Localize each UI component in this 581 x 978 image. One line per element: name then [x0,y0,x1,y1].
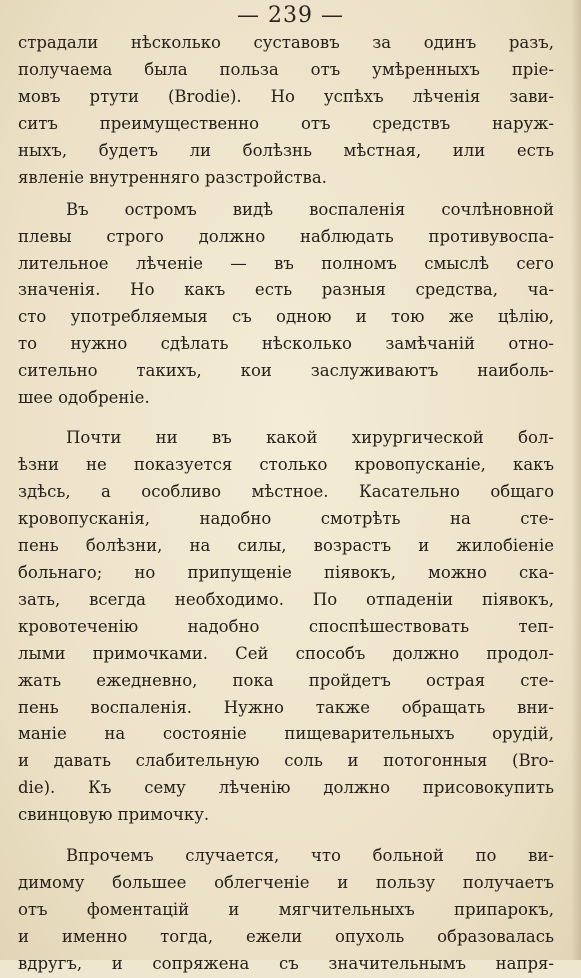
paragraph-line: пень воспаленiя. Нужно также обращать вни- [18,697,554,717]
paragraph-line: и давать слабительную соль и потогонныя (Bro- [18,751,554,771]
paragraph-1 [18,30,554,192]
paragraph-line: пень болѣзни, на силы, возрастъ и жилобiенiе [18,535,554,555]
paragraph-line: получаема была польза отъ умѣренныхъ прiе- [18,59,554,79]
page-edge-shadow [571,0,581,960]
paragraph-gap [18,412,554,425]
paragraph-2 [18,197,554,413]
paragraph-line: сто употребляемыя съ одною и тою же цѣлiю, [18,307,554,327]
paragraph-line: вдругъ, и сопряжена съ значительнымъ напря- [18,953,554,973]
page-body [18,30,554,978]
paragraph-line: значенiя. Но какъ есть разныя средства, ча- [18,280,554,300]
paragraph-line: и именно тогда, ежели опухоль образовалась [18,927,554,946]
paragraph-line: лыми примочками. Сей способъ должно продол- [18,643,554,663]
paragraph-line: жать ежедневно, пока пройдетъ острая сте- [18,670,554,690]
paragraph-line: то нужно сдѣлать нѣсколько замѣчанiй отно- [18,334,554,354]
paragraph-line: кровопусканiя, надобно смотрѣть на сте- [18,508,554,528]
paragraph-line: зать, всегда необходимо. По отпаденiи пiявокъ, [18,589,554,609]
paragraph-line: димому большее облегченiе и пользу получаетъ [18,873,554,893]
paragraph-3 [18,425,554,829]
paragraph-line: отъ фоментацiй и мягчительныхъ припарокъ, [18,900,554,920]
page-number: — 239 — [237,3,344,28]
paragraph-line: шее одобренiе. [18,388,150,408]
paragraph-line: ситъ преимущественно отъ средствъ наруж- [18,113,554,133]
paragraph-line: Почти ни въ какой хирургической бол- [66,428,554,448]
paragraph-line: больнаго; но припущенiе пiявокъ, можно ска- [18,562,554,582]
paragraph-line: манiе на состоянiе пищеварительныхъ орудiй, [18,724,554,744]
paragraph-line: свинцовую примочку. [18,805,210,825]
paragraph-line: лительное лѣченiе — въ полномъ смыслѣ сего [18,253,554,273]
paragraph-line: die). Къ сему лѣченiю должно присовокупить [18,778,554,798]
paragraph-line: Въ остромъ видѣ воспаленiя сочлѣновной [66,199,554,219]
paragraph-line: ѣзни не показуется столько кровопусканiе, какъ [18,455,554,475]
paragraph-line: ныхъ, будетъ ли болѣзнь мѣстная, или есть [18,140,554,160]
paragraph-line: сительно такихъ, кои заслуживаютъ наиболь- [18,361,554,381]
paragraph-line: явленiе внутренняго разстройства. [18,167,327,187]
paragraph-4 [18,843,554,978]
paragraph-line: мовъ ртути (Brodie). Но успѣхъ лѣченiя зави- [18,86,554,106]
paragraph-line: страдали нѣсколько суставовъ за одинъ разъ, [18,33,554,52]
paragraph-line: плевы строго должно наблюдать противувоспа- [18,226,554,246]
paragraph-gap [18,829,554,843]
paragraph-line: здѣсь, а особливо мѣстное. Касательно общаго [18,482,554,501]
paragraph-line: кровотеченiю надобно споспѣшествовать теп- [18,616,554,636]
paragraph-line: Впрочемъ случается, что больной по ви- [66,846,554,866]
